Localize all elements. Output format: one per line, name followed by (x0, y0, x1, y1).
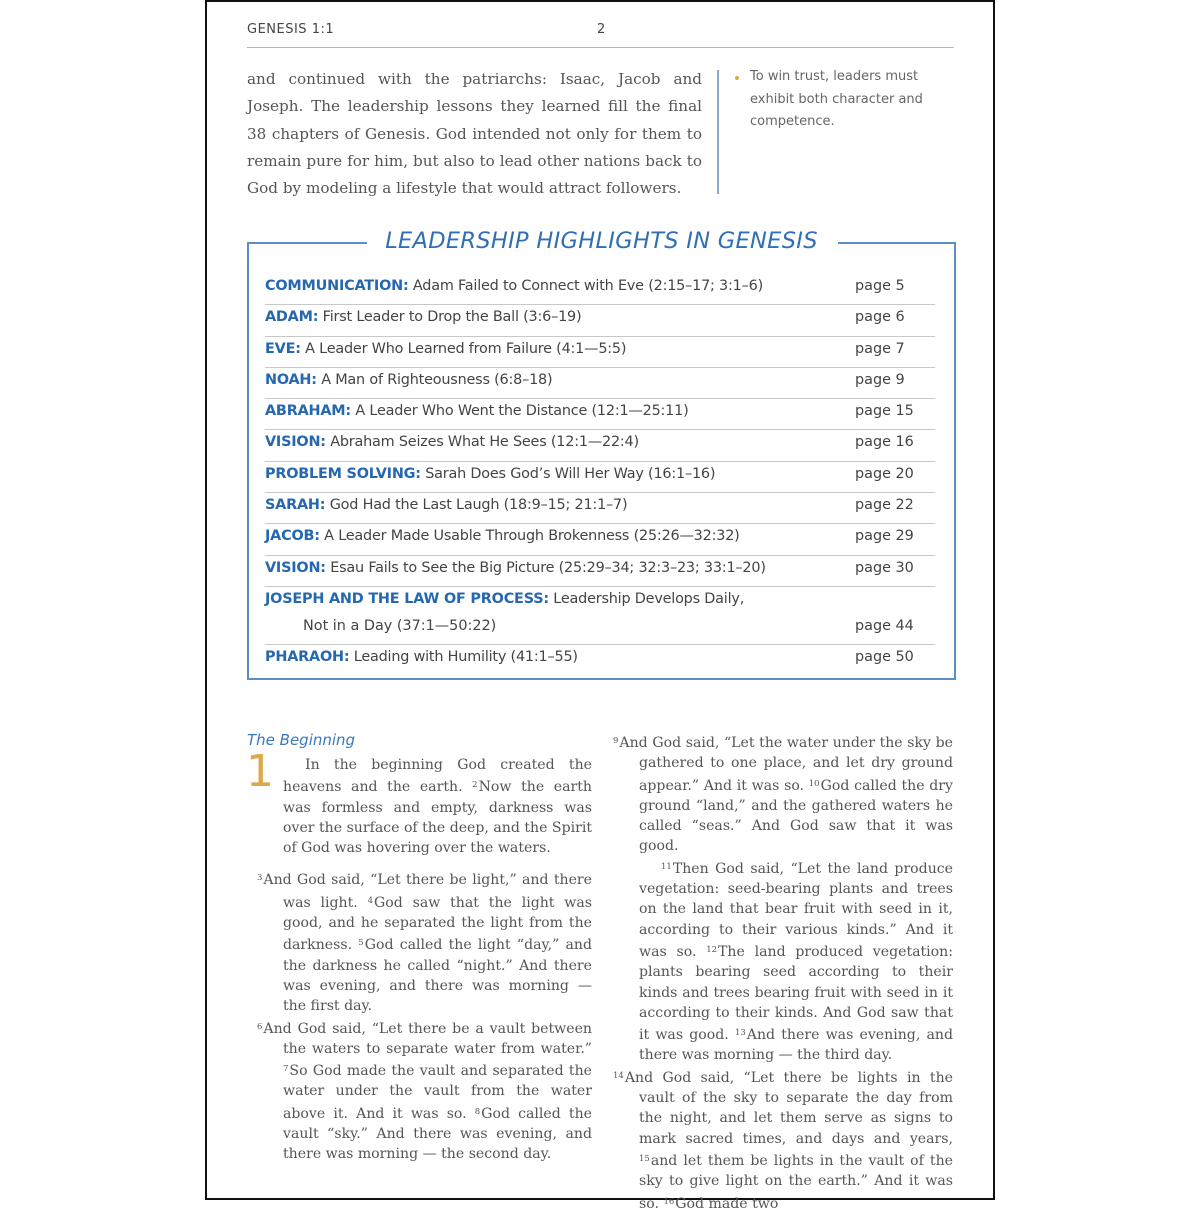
highlight-title (265, 341, 626, 357)
highlight-row (265, 556, 935, 587)
highlight-title (265, 528, 740, 544)
highlight-page-ref: page 15 (855, 403, 914, 420)
highlight-row (265, 462, 935, 493)
highlight-row (265, 430, 935, 461)
highlight-title (265, 403, 689, 419)
highlight-page-ref: page 20 (855, 465, 914, 482)
verse-text: And God said, “Let there be light,” and there was light. (263, 872, 592, 911)
highlight-page-ref: page 9 (855, 371, 905, 388)
highlight-page-ref: page 6 (855, 309, 905, 326)
highlight-text: A Leader Who Learned from Failure (4:1—5:5) (300, 340, 627, 357)
section-heading: The Beginning (247, 731, 356, 749)
verse-text: and let them be lights in the vault of the sky to give light on the earth.” And it was so. (639, 1152, 953, 1212)
highlight-row (265, 368, 935, 399)
verse-number: 5 (358, 938, 364, 949)
verse-number: 4 (367, 895, 374, 906)
highlight-row (265, 399, 935, 430)
highlight-page-ref: page 7 (855, 340, 905, 357)
highlight-title (265, 560, 766, 576)
verse-number: 9 (613, 736, 619, 746)
verse-text: God called the dry ground “land,” and the gathered waters he called “seas.” And God saw that it was good. (639, 777, 953, 855)
verse-text: God made two (675, 1195, 779, 1212)
paragraph-gap (257, 858, 592, 868)
highlight-page-ref: page 44 (855, 617, 914, 634)
scripture-paragraph (613, 1066, 953, 1214)
verse-number: 6 (257, 1021, 263, 1032)
verse-text: Now the earth was formless and empty, darkness was over the surface of the deep, and the Spirit of God was hovering over the waters. (283, 779, 593, 857)
highlight-topic: PHARAOH: (265, 648, 350, 665)
highlight-text: First Leader to Drop the Ball (3:6–19) (318, 309, 582, 326)
highlight-page-ref: page 50 (855, 648, 914, 665)
box-title: LEADERSHIP HIGHLIGHTS IN GENESIS (249, 228, 954, 254)
verse-number: 13 (734, 1028, 746, 1039)
verse-text: And there was evening, and there was morning — the third day. (639, 1027, 953, 1064)
verse-text: In the beginning God created the heavens and the earth. (283, 757, 592, 796)
verse-number: 10 (808, 778, 820, 789)
page-number: 2 (597, 22, 606, 37)
chapter-number: 1 (246, 746, 274, 797)
highlight-text: A Man of Righteousness (6:8–18) (316, 371, 553, 388)
leadership-highlights-box (247, 228, 956, 680)
highlight-title (265, 434, 639, 450)
verse-text: The land produced vegetation: plants bearing seed according to their kinds and trees bearing fruit with seed in it according to their kinds. And God saw that it was good. (639, 943, 953, 1044)
highlight-topic: EVE: (265, 340, 301, 357)
scripture-paragraph (613, 857, 953, 1066)
scripture-column-left (257, 755, 592, 1165)
highlight-title (265, 278, 763, 294)
highlight-page-ref: page 16 (855, 434, 914, 451)
highlight-topic: VISION: (265, 559, 326, 576)
verse-number: 12 (706, 944, 718, 955)
book-page (205, 0, 995, 1212)
scripture-paragraph (257, 755, 592, 858)
highlight-topic: VISION: (265, 434, 326, 451)
verse-number: 11 (661, 861, 672, 872)
highlight-page-ref: page 5 (855, 278, 905, 294)
highlight-page-ref: page 29 (855, 528, 914, 545)
highlight-title (265, 309, 581, 325)
verse-number: 14 (613, 1070, 624, 1081)
highlight-row (265, 645, 935, 675)
verse-text: So God made the vault and separated the water under the vault from the water above it. And it was so. (283, 1063, 592, 1122)
highlight-row (265, 337, 935, 368)
highlight-title (265, 649, 578, 665)
highlight-row (265, 587, 935, 645)
highlight-title (265, 372, 552, 388)
running-head: GENESIS 1:1 (247, 22, 335, 37)
highlight-title (265, 497, 627, 513)
highlight-text: Leading with Humility (41:1–55) (349, 648, 578, 665)
box-top-border (247, 242, 367, 244)
highlight-text: Adam Failed to Connect with Eve (2:15–17; 3:1–6) (408, 278, 763, 294)
verse-text: And God said, “Let there be lights in the vault of the sky to separate the day from the night, and let them serve as signs to mark sacred times, and days and years, (624, 1069, 953, 1147)
header-rule (247, 47, 954, 48)
highlight-title (265, 591, 744, 607)
highlight-topic: JOSEPH AND THE LAW OF PROCESS: (265, 590, 549, 607)
verse-text: God called the light “day,” and the darkness he called “night.” And there was evening, and there was morning — the first day. (283, 937, 593, 1015)
verse-number: 2 (472, 780, 478, 791)
highlight-page-ref: page 30 (855, 559, 914, 576)
highlight-text: Leadership Develops Daily, (548, 590, 745, 607)
highlights-list (265, 274, 935, 675)
highlight-text: Abraham Seizes What He Sees (12:1—22:4) (325, 434, 639, 451)
highlight-topic: PROBLEM SOLVING: (265, 465, 421, 482)
highlight-text: A Leader Made Usable Through Brokenness (25:26—32:32) (319, 528, 740, 545)
verse-text: And God said, “Let there be a vault between the waters to separate water from water.” (263, 1020, 592, 1057)
scripture-paragraph (257, 868, 592, 1016)
highlight-text: Esau Fails to See the Big Picture (25:29–34; 32:3–23; 33:1–20) (325, 559, 766, 576)
verse-text: And God said, “Let the water under the sky be gathered to one place, and let dry ground appear.” And it was so. (619, 735, 953, 794)
highlight-row (265, 274, 935, 305)
bullet-icon (735, 76, 739, 80)
scripture-column-right (613, 731, 953, 1214)
verse-number: 7 (283, 1064, 289, 1075)
highlight-topic: NOAH: (265, 371, 317, 388)
highlight-topic: ADAM: (265, 309, 319, 326)
highlight-title (265, 466, 715, 482)
highlight-text: Sarah Does God’s Will Her Way (16:1–16) (420, 465, 716, 482)
side-note-text: To win trust, leaders must exhibit both character and competence. (750, 69, 923, 129)
verse-number: 15 (639, 1153, 650, 1164)
verse-text: God saw that the light was good, and he separated the light from the darkness. (283, 894, 592, 954)
highlight-row (265, 524, 935, 555)
side-note (735, 66, 935, 134)
verse-text: Then God said, “Let the land produce vegetation: seed-bearing plants and trees on the land that bear fruit with seed in it, according to their various kinds.” And it was so. (639, 860, 953, 960)
highlight-text: A Leader Who Went the Distance (12:1—25:11) (350, 403, 689, 420)
highlight-row (265, 493, 935, 524)
verse-number: 3 (257, 873, 263, 884)
highlight-topic: ABRAHAM: (265, 403, 351, 420)
intro-paragraph: and continued with the patriarchs: Isaac, Jacob and Joseph. The leadership lessons they learned fill the final 38 chapters of Genesis. God intended not only for them to remain pure for him, but also to lead other nations back to God by modeling a lifestyle that would attract followers. (247, 70, 702, 198)
verse-number: 8 (474, 1106, 481, 1117)
highlight-topic: JACOB: (265, 528, 320, 545)
scripture-paragraph (257, 1017, 592, 1165)
highlight-text: God Had the Last Laugh (18:9–15; 21:1–7) (325, 497, 628, 514)
highlight-text-cont: Not in a Day (37:1—50:22) (303, 617, 497, 634)
highlight-page-ref: page 22 (855, 497, 914, 514)
verse-number: 16 (663, 1196, 675, 1207)
scripture-paragraph (613, 731, 953, 857)
divider (717, 70, 719, 194)
highlight-row (265, 305, 935, 336)
highlight-topic: SARAH: (265, 497, 326, 514)
box-top-border (838, 242, 956, 244)
highlight-topic: COMMUNICATION: (265, 278, 409, 294)
verse-text: God called the vault “sky.” And there was evening, and there was morning — the second day. (283, 1105, 592, 1163)
